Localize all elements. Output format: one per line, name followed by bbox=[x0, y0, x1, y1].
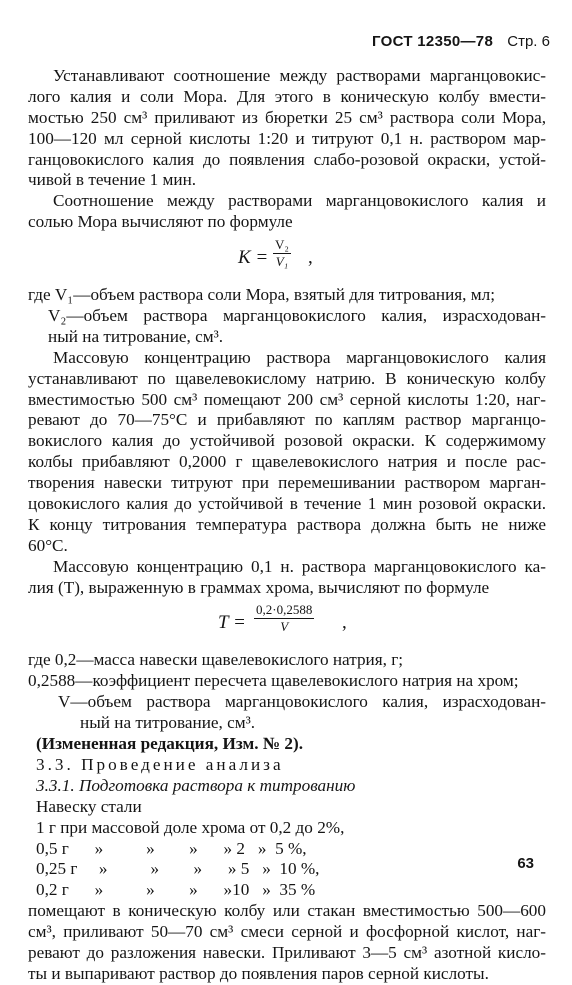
text-line: ревают до разложения навески. Приливают 3—5 см³ азотной кисло- bbox=[28, 942, 546, 962]
text-line: 100—120 мл серной кислоты 1:20 и титруют 0,1 н. раствором мар- bbox=[28, 128, 546, 148]
formula-lhs: T = bbox=[218, 612, 246, 634]
text-line: Массовую концентрацию раствора марганцовокислого калия bbox=[53, 347, 546, 367]
sample-row: 0,25 г » » » » 5 » 10 %, bbox=[36, 859, 320, 879]
subsection-heading bbox=[28, 776, 546, 797]
formula-comma: , bbox=[308, 247, 313, 269]
text-line: помещают в коническую колбу или стакан вместимостью 500—600 bbox=[28, 901, 546, 921]
formula-ratio bbox=[28, 237, 546, 279]
amendment-note: (Измененная редакция, Изм. № 2). bbox=[36, 734, 303, 754]
text-line: лия (T), выраженную в граммах хрома, вычисляют по формуле bbox=[28, 577, 490, 597]
formula-lhs: K = bbox=[238, 247, 269, 269]
text-line: V—объем раствора марганцовокислого калия, израсходован- bbox=[58, 692, 546, 712]
text-line: творения навески титруют при перемешивании раствором марган- bbox=[28, 473, 546, 493]
formula-fraction bbox=[273, 237, 291, 270]
text-line: где 0,2—масса навески щавелевокислого натрия, г; bbox=[28, 650, 404, 670]
text-line: лого калия и соли Мора. Для этого в коническую колбу вмести- bbox=[28, 86, 546, 106]
formula-comma: , bbox=[342, 612, 347, 634]
text-line: ный на титрование, см³. bbox=[48, 326, 224, 346]
sample-row: 0,2 г » » » »10 » 35 % bbox=[36, 880, 316, 900]
formula-numerator: V₂ bbox=[275, 237, 289, 253]
formula-denominator: V bbox=[280, 619, 289, 635]
text-line: Массовую концентрацию 0,1 н. раствора марганцовокислого ка- bbox=[53, 556, 546, 576]
formula-concentration bbox=[28, 602, 546, 644]
sample-row: 0,5 г » » » » 2 » 5 %, bbox=[36, 838, 307, 858]
text-line: ты и выпаривают раствор до появления паров серной кислоты. bbox=[28, 963, 489, 983]
text-line: ганцовокислого калия до появления слабо-розовой окраски, устой- bbox=[28, 149, 546, 169]
section-heading: 3.3. Проведение анализа bbox=[36, 754, 284, 774]
text-line: цовокислого калия до устойчивой в течение 1 мин розовой окраски. bbox=[28, 494, 546, 514]
formula-denominator: V₁ bbox=[275, 254, 289, 270]
text-line: чивой в течение 1 мин. bbox=[28, 170, 197, 190]
text-line: вокислого калия до устойчивой розовой окраски. К содержимому bbox=[28, 431, 546, 451]
text-line: Устанавливают соотношение между растворами марганцовокис- bbox=[53, 66, 546, 85]
page-label: Стр. 6 bbox=[507, 33, 550, 50]
text-line: 0,2588—коэффициент пересчета щавелевокислого натрия на хром; bbox=[28, 671, 519, 691]
page-header bbox=[372, 33, 550, 50]
text-line: 60°С. bbox=[28, 535, 68, 555]
standard-number: ГОСТ 12350—78 bbox=[372, 33, 494, 50]
text-line: устанавливают по щавелевокислому натрию. В коническую колбу bbox=[28, 368, 546, 388]
body-text bbox=[28, 66, 546, 985]
formula-numerator: 0,2·0,2588 bbox=[256, 602, 313, 618]
text-line: где V₁—объем раствора соли Мора, взятый для титрования, мл; bbox=[28, 285, 496, 305]
text-line: К концу титрования температура раствора должна быть не ниже bbox=[28, 514, 546, 534]
subsection-title: 3.3.1. Подготовка раствора к титрованию bbox=[36, 775, 356, 795]
text-line: Соотношение между растворами марганцовокислого калия и bbox=[53, 191, 546, 211]
text-line: колбы прибавляют 0,2000 г щавелевокислого натрия и после рас- bbox=[28, 452, 546, 472]
text-line: см³, приливают 50—70 см³ смеси серной и фосфорной кислот, наг- bbox=[28, 922, 546, 942]
sample-row: 1 г при массовой доле хрома от 0,2 до 2%, bbox=[36, 817, 345, 837]
text-line: вместимостью 500 см³ помещают 200 см³ серной кислоты 1:20, наг- bbox=[28, 389, 546, 409]
text-line: ный на титрование, см³. bbox=[80, 713, 256, 733]
text-line: ревают до 70—75°С и прибавляют по каплям раствор марганцо- bbox=[28, 410, 546, 430]
text-line: мостью 250 см³ приливают из бюретки 25 см³ раствора соли Мора, bbox=[28, 107, 546, 127]
text-line: солью Мора вычисляют по формуле bbox=[28, 212, 293, 232]
text-line: V₂—объем раствора марганцовокислого калия, израсходован- bbox=[48, 306, 546, 326]
formula-fraction bbox=[254, 602, 314, 635]
text-line: Навеску стали bbox=[36, 796, 142, 816]
page-number: 63 bbox=[517, 855, 534, 872]
